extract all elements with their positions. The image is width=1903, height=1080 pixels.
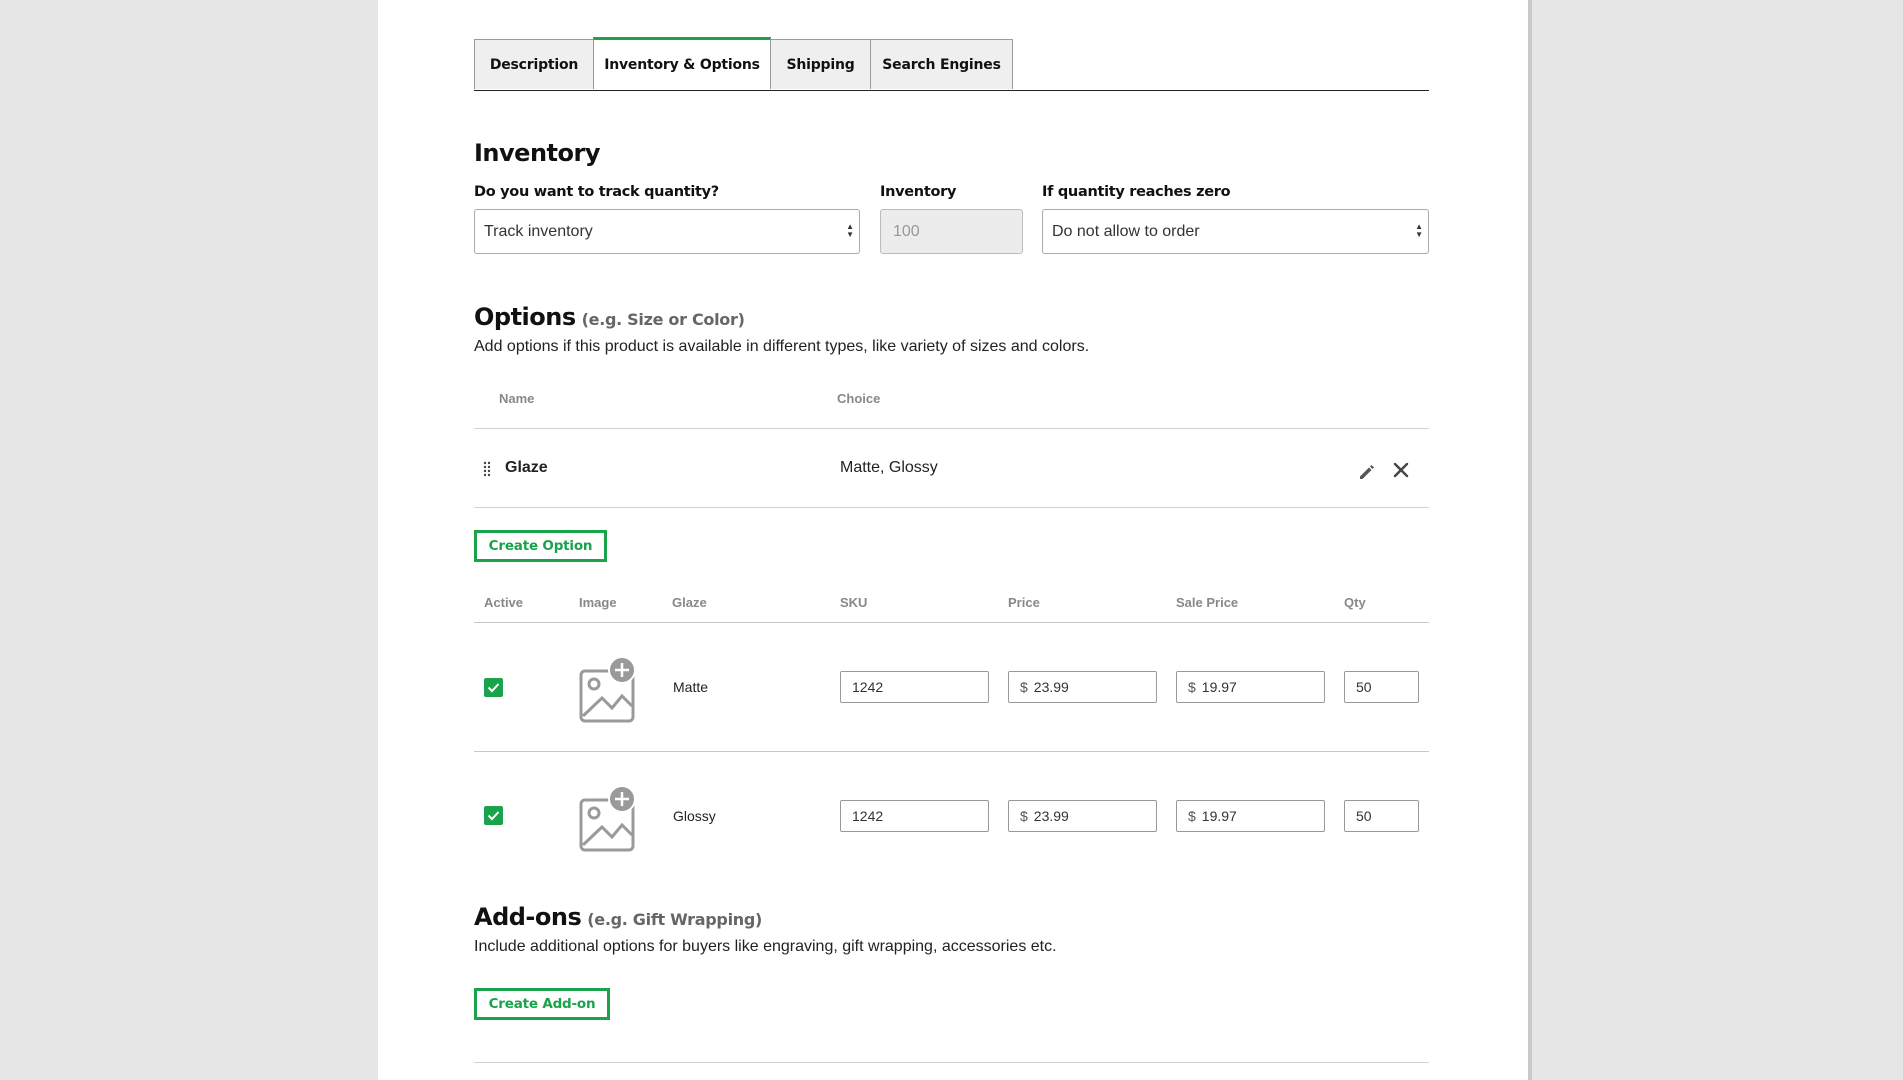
qty-input[interactable]	[1344, 800, 1419, 832]
zero-quantity-value: Do not allow to order	[1052, 222, 1200, 240]
zero-quantity-select[interactable]	[1042, 209, 1429, 254]
divider	[474, 622, 1429, 623]
add-image-icon[interactable]	[578, 785, 636, 853]
sku-value: 1242	[852, 679, 884, 695]
currency-symbol: $	[1020, 679, 1028, 695]
addons-heading	[474, 903, 762, 931]
divider	[474, 507, 1429, 508]
tab-inventory-options[interactable]: Inventory & Options	[593, 37, 771, 89]
price-value: 23.99	[1033, 679, 1069, 695]
options-col-choice: Choice	[837, 391, 881, 406]
delete-x-icon[interactable]	[1392, 461, 1410, 484]
col-image: Image	[579, 595, 617, 610]
qty-value: 50	[1356, 679, 1372, 695]
sku-input[interactable]	[840, 800, 989, 832]
page-edge	[1528, 0, 1532, 1080]
tab-bar	[474, 39, 1429, 91]
divider	[474, 428, 1429, 429]
select-arrows-icon: ▲ ▼	[1415, 222, 1423, 239]
qty-value: 50	[1356, 808, 1372, 824]
sale-price-input[interactable]	[1176, 800, 1325, 832]
divider	[474, 1062, 1429, 1063]
options-title: Options	[474, 303, 576, 331]
active-checkbox[interactable]	[484, 806, 503, 825]
col-qty: Qty	[1344, 595, 1366, 610]
addons-title: Add-ons	[474, 903, 582, 931]
options-description: Add options if this product is available in different types, like variety of sizes and colors.	[474, 338, 1090, 355]
active-checkbox[interactable]	[484, 678, 503, 697]
track-quantity-select[interactable]	[474, 209, 860, 254]
drag-handle-icon[interactable]	[483, 461, 491, 482]
col-active: Active	[484, 595, 524, 610]
sku-value: 1242	[852, 808, 884, 824]
addons-hint: (e.g. Gift Wrapping)	[587, 910, 763, 929]
create-option-button[interactable]: Create Option	[474, 530, 607, 562]
currency-symbol: $	[1188, 679, 1196, 695]
inventory-heading: Inventory	[474, 139, 600, 167]
track-quantity-value: Track inventory	[484, 222, 593, 240]
qty-input[interactable]	[1344, 671, 1419, 703]
col-sku: SKU	[840, 595, 868, 610]
page-panel	[378, 0, 1528, 1080]
divider	[474, 751, 1429, 752]
options-hint: (e.g. Size or Color)	[581, 310, 745, 329]
add-image-icon[interactable]	[578, 656, 636, 724]
col-price: Price	[1008, 595, 1040, 610]
price-value: 23.99	[1033, 808, 1069, 824]
inventory-placeholder: 100	[893, 222, 920, 240]
sale-price-input[interactable]	[1176, 671, 1325, 703]
sale-price-value: 19.97	[1201, 679, 1237, 695]
create-addon-button[interactable]: Create Add-on	[474, 988, 610, 1020]
addons-description: Include additional options for buyers like engraving, gift wrapping, accessories etc.	[474, 938, 1057, 955]
currency-symbol: $	[1020, 808, 1028, 824]
sale-price-value: 19.97	[1201, 808, 1237, 824]
price-input[interactable]	[1008, 671, 1157, 703]
option-choice: Matte, Glossy	[840, 459, 938, 476]
variant-glaze: Matte	[673, 679, 709, 695]
currency-symbol: $	[1188, 808, 1196, 824]
sku-input[interactable]	[840, 671, 989, 703]
options-heading	[474, 303, 745, 331]
tab-description[interactable]: Description	[474, 39, 594, 89]
tab-search-engines[interactable]: Search Engines	[870, 39, 1013, 89]
variant-glaze: Glossy	[673, 808, 716, 824]
select-arrows-icon: ▲ ▼	[846, 222, 854, 239]
inventory-label: Inventory	[880, 184, 957, 200]
edit-pencil-icon[interactable]	[1357, 462, 1377, 487]
col-sale-price: Sale Price	[1176, 595, 1239, 610]
price-input[interactable]	[1008, 800, 1157, 832]
col-glaze: Glaze	[672, 595, 707, 610]
options-col-name: Name	[499, 391, 535, 406]
zero-quantity-label: If quantity reaches zero	[1042, 184, 1231, 200]
track-quantity-label: Do you want to track quantity?	[474, 184, 719, 200]
inventory-input	[880, 209, 1023, 254]
option-name: Glaze	[505, 459, 548, 476]
tab-shipping[interactable]: Shipping	[770, 39, 871, 89]
